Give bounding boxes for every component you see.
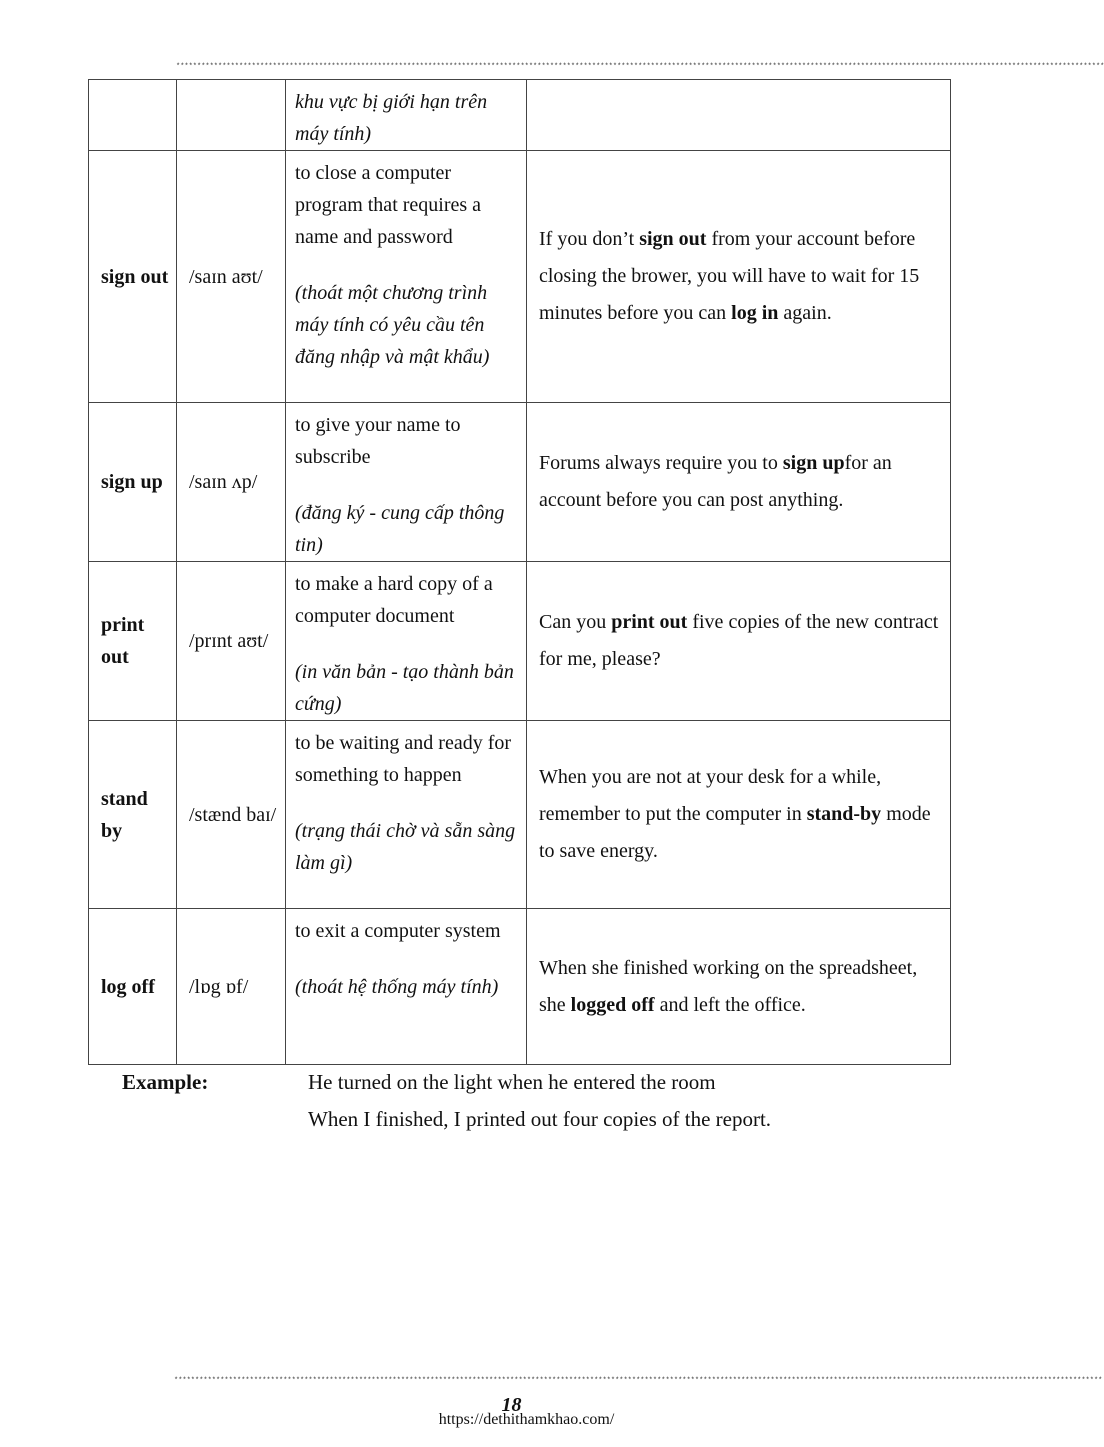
vocab-definition (286, 721, 527, 909)
vocab-definition (286, 151, 527, 403)
vocab-word: sign out (89, 151, 177, 403)
definition-vietnamese: (đăng ký - cung cấp thông tin) (295, 502, 505, 556)
header-star-rule: ***************************************************************************************************************************************************************************************************************************** (176, 63, 1104, 71)
vocab-definition (286, 403, 527, 562)
example-keyword: sign up (782, 452, 845, 474)
page-number: 18 (501, 1394, 522, 1416)
example-keyword: print out (611, 611, 688, 633)
example-text: for an account before you can post anything. (539, 452, 892, 511)
example-text: When she finished working on the spreadsheet, she (539, 956, 918, 1016)
example-keyword: log in (731, 302, 779, 324)
example-keyword: sign out (639, 228, 707, 250)
definition-english: to close a computer program that requires a name and password (295, 162, 482, 248)
example-line: When I finished, I printed out four copies of the report. (308, 1107, 772, 1131)
vocab-pronunciation (177, 80, 286, 151)
table-row (89, 403, 951, 562)
vocab-pronunciation: /saɪn aʊt/ (177, 151, 286, 403)
example-text: mode to save energy. (539, 803, 931, 862)
example-keyword: stand-by (806, 803, 882, 825)
vocab-pronunciation: /stænd baɪ/ (177, 721, 286, 909)
vocab-pronunciation: /lɒg ɒf/ (177, 909, 286, 1065)
vocab-pronunciation: /saɪn ʌp/ (177, 403, 286, 562)
example-text: again. (778, 302, 832, 324)
definition-english: to give your name to subscribe (295, 414, 461, 468)
example-text: If you don’t (539, 228, 640, 250)
definition-vietnamese: (in văn bản - tạo thành bản cứng) (295, 661, 514, 715)
example-text: five copies of the new contract for me, please? (539, 611, 939, 670)
vocab-example (527, 80, 951, 151)
definition-english: to make a hard copy of a computer document (295, 573, 493, 627)
vocab-example (527, 909, 951, 1065)
vocab-word: log off (89, 909, 177, 1065)
table-row (89, 80, 951, 151)
vocab-definition (286, 562, 527, 721)
vocab-word: sign up (89, 403, 177, 562)
definition-english: to exit a computer system (295, 920, 501, 942)
example-label: Example: (122, 1070, 209, 1094)
vocab-definition (286, 909, 527, 1065)
footer-url: https://dethithamkhao.com/ (438, 1411, 615, 1428)
table-row (89, 721, 951, 909)
vocab-word (89, 80, 177, 151)
vocab-example (527, 151, 951, 403)
example-text: and left the office. (654, 993, 806, 1016)
definition-vietnamese: (trạng thái chờ và sẵn sàng làm gì) (295, 820, 516, 874)
vocab-example (527, 562, 951, 721)
table-row (89, 562, 951, 721)
definition-vietnamese: (thoát hệ thống máy tính) (295, 976, 499, 998)
vocabulary-table (88, 79, 951, 1065)
definition-vietnamese: (thoát một chương trình máy tính có yêu cầu tên đăng nhập và mật khẩu) (295, 282, 490, 368)
example-text: When you are not at your desk for a while, remember to put the computer in (539, 766, 882, 825)
definition-vietnamese: khu vực bị giới hạn trên máy tính) (295, 91, 488, 145)
example-line: He turned on the light when he entered the room (308, 1070, 716, 1094)
example-text: Forums always require you to (539, 452, 783, 474)
vocab-word: print out (89, 562, 177, 721)
vocab-pronunciation: /prɪnt aʊt/ (177, 562, 286, 721)
example-lines (308, 1064, 771, 1138)
vocab-example (527, 721, 951, 909)
example-text: Can you (539, 611, 612, 633)
example-keyword: logged off (570, 993, 655, 1016)
table-row (89, 151, 951, 403)
footer-star-rule: ***************************************************************************************************************************************************************************************************************************** (174, 1377, 1103, 1385)
vocab-word: stand by (89, 721, 177, 909)
definition-english: to be waiting and ready for something to happen (295, 732, 512, 786)
vocab-example (527, 403, 951, 562)
vocab-definition (286, 80, 527, 151)
example-text: from your account before closing the brower, you will have to wait for 15 minutes before you can (539, 228, 920, 324)
table-row (89, 909, 951, 1065)
